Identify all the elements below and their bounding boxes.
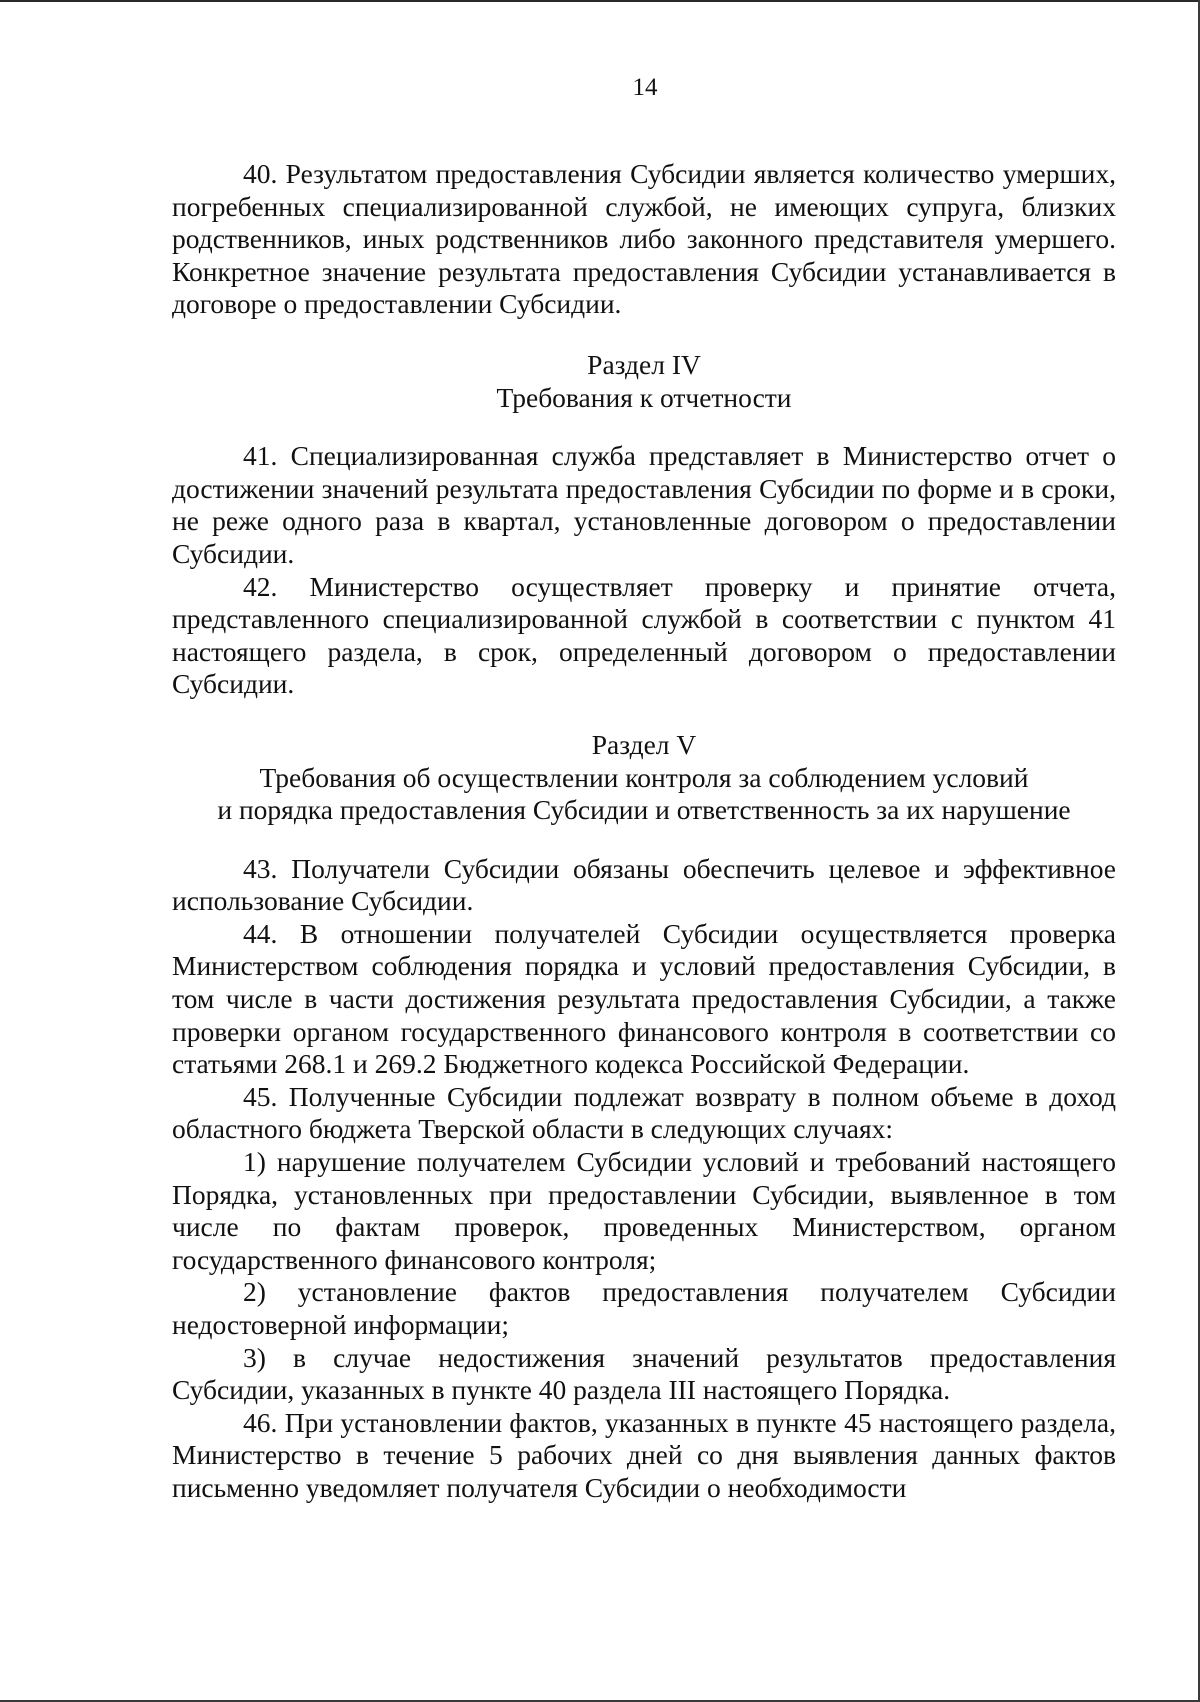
paragraph-45-item-2: 2) установление фактов предоставления получателем Субсидии недостоверной информации; (172, 1276, 1116, 1340)
paragraph-44: 44. В отношении получателей Субсидии осуществляется проверка Министерством соблюдения порядка и условий предоставления Субсидии, в том числе в части достижения результата предоставления Субсидии, а также проверки органом государственного финансового контроля в соответствии со статьями 268.1 и 269.2 Бюджетного кодекса Российской Федерации. (172, 917, 1116, 1080)
page-number: 14 (632, 74, 658, 101)
spacer (172, 701, 1116, 729)
section-5-title-line2: и порядка предоставления Субсидии и ответственность за их нарушение (217, 794, 1071, 826)
paragraph-42: 42. Министерство осуществляет проверку и принятие отчета, представленного специализированной службой в соответствии с пунктом 41 настоящего раздела, в срок, определенный договором о предоставлении Субсидии. (172, 570, 1116, 700)
section-5-title-line1: Требования об осуществлении контроля за соблюдением условий (259, 761, 1029, 793)
paragraph-45-item-1: 1) нарушение получателем Субсидии условий и требований настоящего Порядка, установленных при предоставлении Субсидии, выявленное в том числе по фактам проверок, проведенных Министерством, органом государственного финансового контроля; (172, 1146, 1116, 1275)
paragraph-40: 40. Результатом предоставления Субсидии является количество умерших, погребенных специализированной службой, не имеющих супруга, близких родственников, иных родственников либо законного представителя умершего. Конкретное значение результата предоставления Субсидии устанавливается в договоре о предоставлении Субсидии. (172, 158, 1116, 320)
section-4-label: Раздел IV (587, 348, 701, 380)
paragraph-46: 46. При установлении фактов, указанных в пункте 45 настоящего раздела, Министерство в течение 5 рабочих дней со дня выявления данных фактов письменно уведомляет получателя Субсидии о необходимости (172, 1406, 1116, 1503)
section-5-heading (172, 729, 1116, 827)
section-5-label: Раздел V (591, 728, 697, 760)
spacer (172, 827, 1116, 853)
spacer (172, 414, 1116, 440)
paragraph-41: 41. Специализированная служба представляет в Министерство отчет о достижении значений результата предоставления Субсидии по форме и в сроки, не реже одного раза в квартал, установленные договором о предоставлении Субсидии. (172, 440, 1116, 569)
section-4-heading (172, 349, 1116, 414)
section-4-title: Требования к отчетности (496, 381, 792, 413)
paragraph-45: 45. Полученные Субсидии подлежат возврату в полном объеме в доход областного бюджета Тверской области в следующих случаях: (172, 1080, 1116, 1145)
scan-edge-top (0, 0, 1200, 2)
paragraph-45-item-3: 3) в случае недостижения значений результатов предоставления Субсидии, указанных в пункте 40 раздела III настоящего Порядка. (172, 1341, 1116, 1406)
paragraph-43: 43. Получатели Субсидии обязаны обеспечить целевое и эффективное использование Субсидии. (172, 852, 1116, 917)
document-body (172, 158, 1116, 1505)
spacer (172, 321, 1116, 349)
